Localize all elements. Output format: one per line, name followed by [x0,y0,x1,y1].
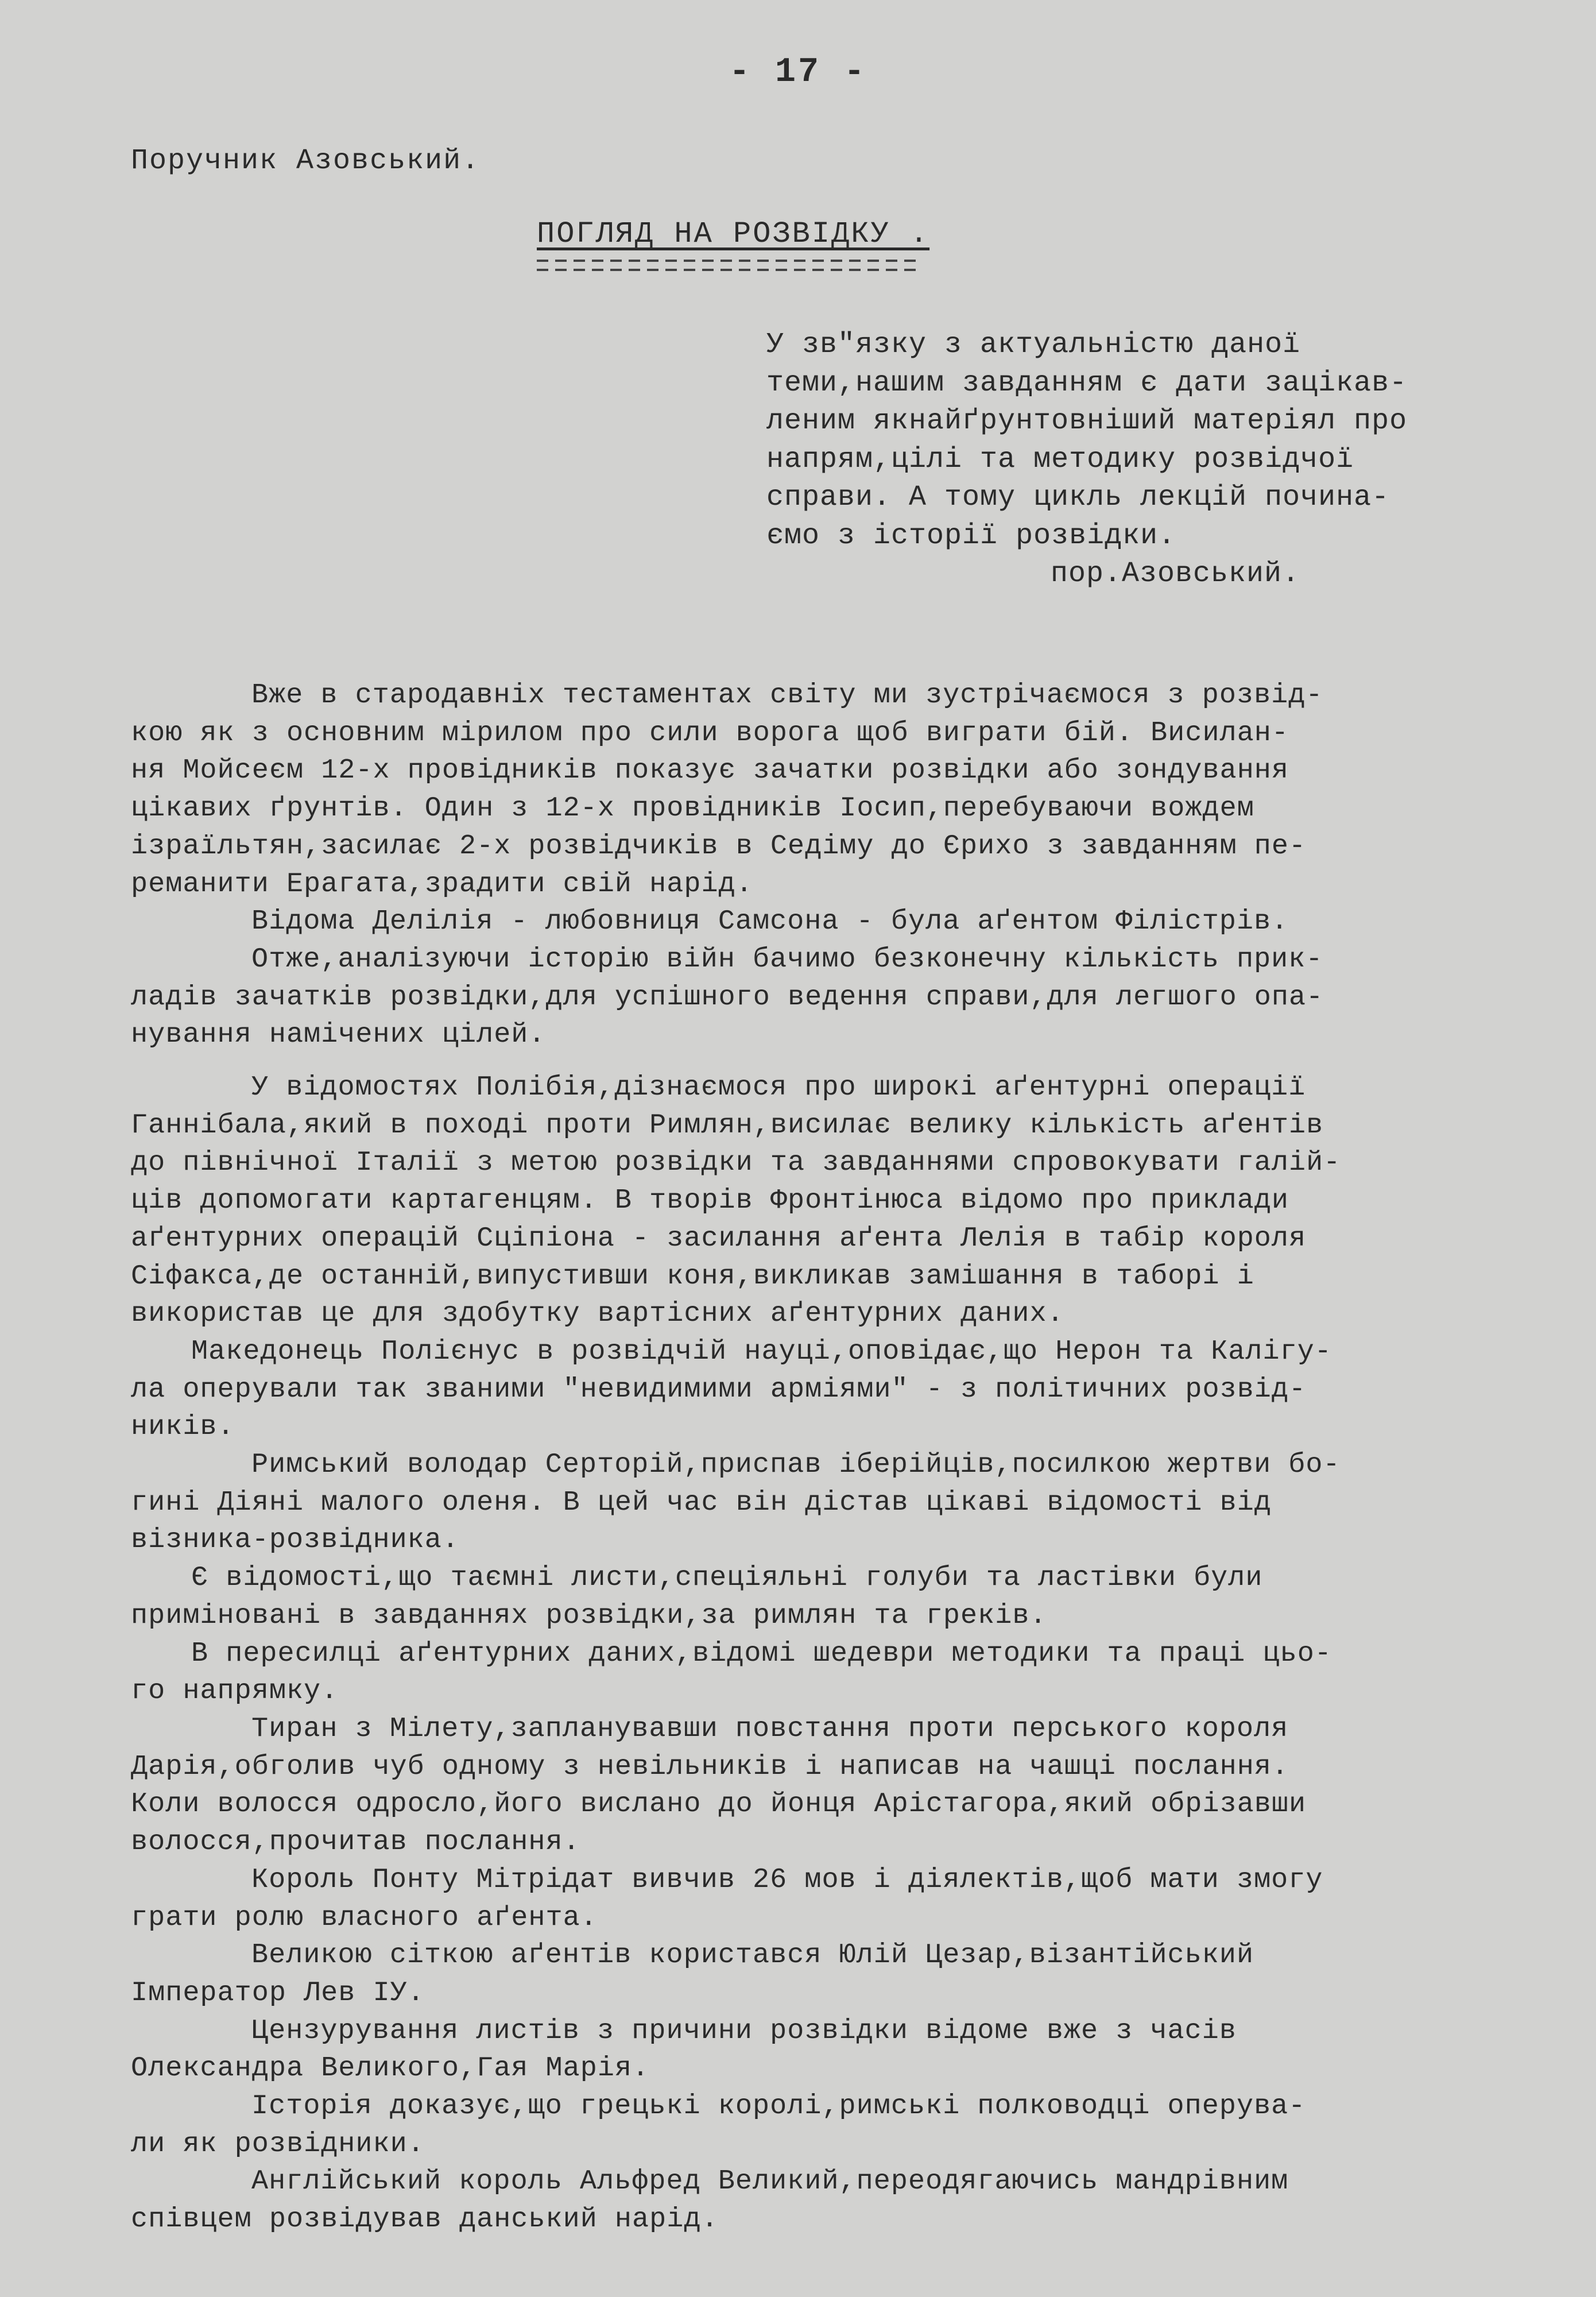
body-line: цікавих ґрунтів. Один з 12-х провідників Іосип,перебуваючи вождем [131,792,1254,825]
body-line: Англійський король Альфред Великий,переодягаючись мандрівним [251,2165,1289,2198]
body-line: Історія доказує,що грецькі королі,римські полководці оперува- [251,2090,1306,2122]
body-line: ників. [131,1411,235,1443]
body-line: Дарія,обголив чуб одному з невільників і написав на чашці послання. [131,1750,1289,1782]
body-line: нування намічених цілей. [131,1019,546,1051]
body-line: реманити Ерагата,зрадити свій нарід. [131,868,753,900]
body-line: Великою сіткою аґентів користався Юлій Цезар,візантійський [251,1939,1254,1971]
epigraph-line: справи. А тому цикль лекцій почина- [766,481,1390,514]
body-line: ли як розвідники. [131,2128,425,2160]
body-line: У відомостях Полібія,дізнаємося про широкі аґентурні операції [251,1072,1306,1104]
body-line: Сіфакса,де останній,випустивши коня,викликав замішання в таборі і [131,1260,1254,1292]
body-line: візника-розвідника. [131,1524,459,1556]
body-line: го напрямку. [131,1675,339,1707]
body-line: аґентурних операцій Сціпіона - засилання аґента Лелія в табір короля [131,1222,1307,1254]
body-line: волосся,прочитав послання. [131,1826,580,1858]
epigraph-line: леним якнайґрунтовніший матеріял про [766,405,1408,438]
body-line: ізраїльтян,засилає 2-х розвідчиків в Седіму до Єрихо з завданням пе- [131,830,1307,862]
body-line: ня Мойсеєм 12-х провідників показує зачатки розвідки або зондування [131,755,1289,787]
body-line: Відома Делілія - любовниця Самсона - була аґентом Філістрів. [251,906,1289,938]
epigraph-line: У зв"язку з актуальністю даної [766,328,1301,361]
body-line: Король Понту Мітрідат вивчив 26 мов і діялектів,щоб мати змогу [251,1863,1323,1896]
paragraph-gap [131,1054,1555,1069]
title-double-underline [537,260,919,271]
epigraph-signature: пор.Азовський. [1051,558,1300,590]
body-line: Вже в стародавніх тестаментах світу ми зустрічаємося з розвід- [251,679,1323,711]
body-line: Олександра Великого,Гая Марія. [131,2052,650,2085]
page-number: - 17 - [729,53,867,92]
body-line: гині Діяні малого оленя. В цей час він дістав цікаві відомості від [131,1486,1272,1518]
body-line: грати ролю власного аґента. [131,1901,598,1933]
body-line: Македонець Полієнус в розвідчій науці,оповідає,що Нерон та Калігу- [191,1335,1332,1367]
body-line: використав це для здобутку вартісних аґентурних даних. [131,1298,1064,1330]
body-text [131,676,1555,2238]
body-line: ців допомогати картагенцям. В творів Фронтінюса відомо про приклади [131,1185,1289,1217]
body-line: ладів зачатків розвідки,для успішного ведення справи,для легшого опа- [131,981,1324,1013]
body-line: Римський володар Серторій,приспав іберійців,посилкою жертви бо- [251,1449,1341,1481]
body-line: Тиран з Мілету,запланувавши повстання проти перського короля [251,1712,1289,1745]
body-line: Коли волосся одросло,його вислано до йонця Арістагора,який обрізавши [131,1788,1307,1820]
body-line: кою як з основним мірилом про сили ворога щоб виграти бій. Висилан- [131,717,1289,749]
body-line: приміновані в завданнях розвідки,за римлян та греків. [131,1599,1047,1631]
body-line: Отже,аналізуючи історію війн бачимо безконечну кількість прик- [251,943,1323,975]
body-line: Є відомості,що таємні листи,спеціяльні голуби та ластівки були [191,1562,1263,1594]
epigraph-line: напрям,цілі та методику розвідчої [766,443,1354,476]
body-line: ла оперували так званими "невидимими арміями" - з політичних розвід- [131,1373,1307,1405]
body-line: Ганнібала,який в поході проти Римлян,висилає велику кількість аґентів [131,1109,1324,1141]
document-title: ПОГЛЯД НА РОЗВІДКУ . [537,217,930,251]
body-line: В пересилці аґентурних даних,відомі шедеври методики та праці цьо- [191,1637,1332,1669]
body-line: до північної Італії з метою розвідки та завданнями спровокувати галій- [131,1147,1341,1179]
body-line: співцем розвідував данський нарід. [131,2203,719,2236]
epigraph-line: ємо з історії розвідки. [766,519,1176,552]
epigraph-line: теми,нашим завданням є дати зацікав- [766,366,1408,400]
body-line: Імператор Лев ІУ. [131,1977,425,2009]
epigraph [766,326,1570,594]
body-line: Цензурування листів з причини розвідки відоме вже з часів [251,2014,1237,2047]
author-line: Поручник Азовський. [131,145,481,177]
